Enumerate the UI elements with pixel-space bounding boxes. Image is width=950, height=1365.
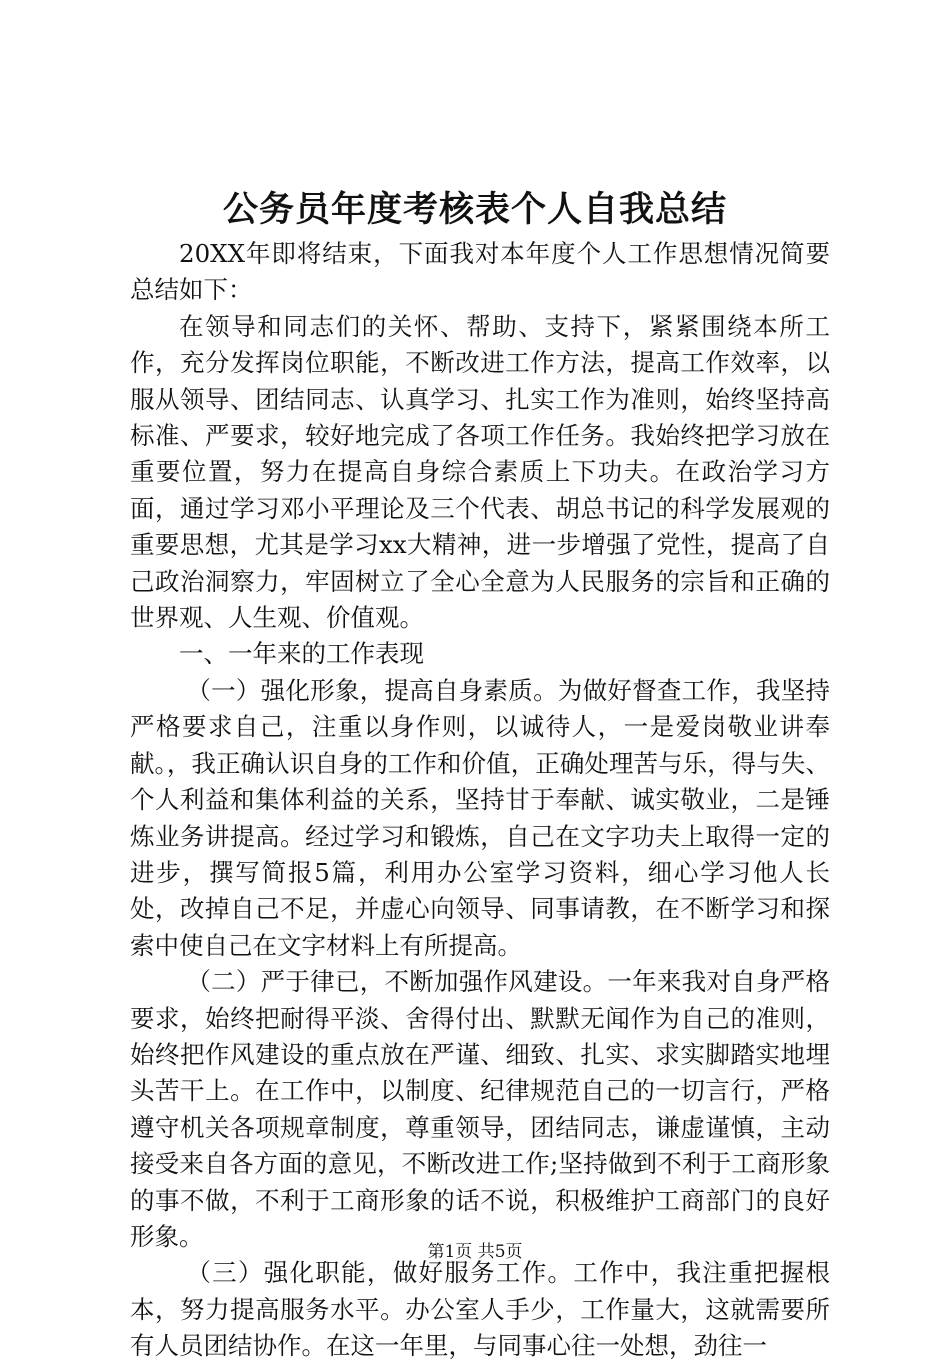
document-body xyxy=(130,236,830,1365)
intro-paragraph: 20XX年即将结束，下面我对本年度个人工作思想情况简要总结如下： xyxy=(130,239,830,305)
page-number-footer: 第1页 共5页 xyxy=(427,1242,523,1262)
body-paragraph: （二）严于律已，不断加强作风建设。一年来我对自身严格要求，始终把耐得平淡、舍得付出、默默无闻作为自己的准则，始终把作风建设的重点放在严谨、细致、扎实、求实脚踏实地埋头苦干上。在工作中，以制度、纪律规范自己的一切言行，严格遵守机关各项规章制度，尊重领导，团结同志，谦虚谨慎，主动接受来自各方面的意见，不断改进工作;坚持做到不利于工商形象的事不做，不利于工商形象的话不说，积极维护工商部门的良好形象。 xyxy=(130,967,830,1251)
document-title: 公务员年度考核表个人自我总结 xyxy=(222,189,727,230)
body-paragraph: 在领导和同志们的关怀、帮助、支持下，紧紧围绕本所工作，充分发挥岗位职能，不断改进工作方法，提高工作效率，以服从领导、团结同志、认真学习、扎实工作为准则，始终坚持高标准、严要求，较好地完成了各项工作任务。我始终把学习放在重要位置，努力在提高自身综合素质上下功夫。在政治学习方面，通过学习邓小平理论及三个代表、胡总书记的科学发展观的重要思想，尤其是学习xx大精神，进一步增强了党性，提高了自己政治洞察力，牢固树立了全心全意为人民服务的宗旨和正确的世界观、人生观、价值观。 xyxy=(130,311,830,633)
body-paragraph: （三）强化职能，做好服务工作。工作中，我注重把握根本，努力提高服务水平。办公室人手少，工作量大，这就需要所有人员团结协作。在这一年里，与同事心往一处想，劲往一 xyxy=(130,1258,830,1361)
section-heading: 一、一年来的工作表现 xyxy=(179,639,424,669)
body-paragraph: （一）强化形象，提高自身素质。为做好督查工作，我坚持严格要求自己，注重以身作则，以诚待人，一是爱岗敬业讲奉献。，我正确认识自身的工作和价值，正确处理苦与乐，得与失、个人利益和集体利益的关系，坚持甘于奉献、诚实敬业，二是锤炼业务讲提高。经过学习和锻炼，自己在文字功夫上取得一定的进步，撰写简报5篇，利用办公室学习资料，细心学习他人长处，改掉自己不足，并虚心向领导、同事请教，在不断学习和探索中使自己在文字材料上有所提高。 xyxy=(130,675,830,960)
